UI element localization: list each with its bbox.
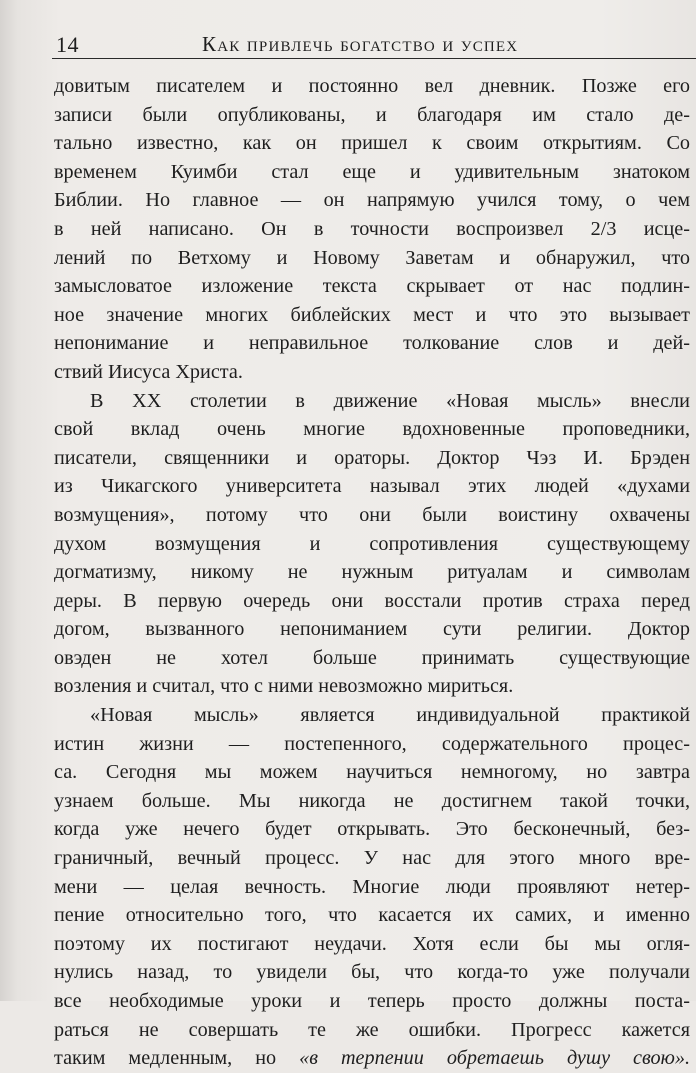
text-line: овэден не хотел больше принимать существующие — [54, 646, 690, 669]
text-line: лений по Ветхому и Новому Заветам и обнаружил, что — [54, 246, 690, 269]
text-line: Библии. Но главное — он напрямую учился тому, о чем — [54, 189, 690, 212]
text-line: непонимание и неправильное толкование слов и дей- — [54, 332, 690, 355]
text-segment: таким медленным, но — [54, 1047, 300, 1070]
text-line: когда уже нечего будет открывать. Это бесконечный, без- — [54, 818, 690, 841]
running-title: Как привлечь богатство и успех — [202, 32, 519, 56]
text-line: возления и считал, что с ними невозможно мириться. — [54, 675, 514, 698]
text-line: граничный, вечный процесс. У нас для этого много вре- — [54, 847, 690, 870]
text-line: тально известно, как он пришел к своим открытиям. Со — [54, 132, 690, 155]
page-number: 14 — [56, 32, 79, 57]
text-line: ное значение многих библейских мест и что это вызывает — [54, 303, 690, 326]
text-line-final — [54, 1044, 690, 1073]
text-line: записи были опубликованы, и благодаря им стало де- — [54, 103, 690, 126]
text-line: довитым писателем и постоянно вел дневник. Позже его — [54, 75, 690, 97]
text-line: догматизму, никому не нужным ритуалам и символам — [54, 561, 690, 584]
text-line: свой вклад очень многие вдохновенные проповедники, — [54, 418, 690, 441]
paragraph-2 — [54, 387, 690, 702]
text-line: поэтому их постигают неудачи. Хотя если бы мы огля- — [54, 932, 690, 955]
text-line: са. Сегодня мы можем научиться немногому, но завтра — [54, 761, 690, 784]
text-line: писатели, священники и ораторы. Доктор Чэз И. Брэден — [54, 446, 690, 469]
text-line: мени — целая вечность. Многие люди проявляют нетер- — [54, 875, 690, 898]
text-line: «Новая мысль» является индивидуальной практикой — [90, 704, 690, 727]
text-line: ствий Иисуса Христа. — [54, 360, 243, 383]
text-line: замысловатое изложение текста скрывает от нас подлин- — [54, 275, 690, 298]
text-line: нулись назад, то увидели бы, что когда-то уже получали — [54, 961, 690, 984]
body-text — [54, 72, 690, 1073]
text-line: временем Куимби стал еще и удивительным знатоком — [54, 160, 690, 183]
text-line: все необходимые уроки и теперь просто должны поста- — [54, 990, 690, 1012]
text-line: узнаем больше. Мы никогда не достигнем такой точки, — [54, 789, 690, 812]
text-line: из Чикагского университета называл этих людей «духами — [54, 475, 690, 498]
text-line: деры. В первую очередь они восстали против страха перед — [54, 589, 690, 612]
text-line: возмущения», потому что они были воистину охвачены — [54, 503, 690, 526]
text-line: духом возмущения и сопротивления существующему — [54, 532, 690, 555]
quote-text: «в терпении обретаешь душу свою». — [299, 1047, 690, 1070]
text-line: истин жизни — постепенного, содержательного процес- — [54, 732, 690, 755]
text-line: в ней написано. Он в точности воспроизвел 2/3 исце- — [54, 217, 690, 240]
paragraph-3 — [54, 701, 690, 1073]
text-line: В XX столетии в движение «Новая мысль» внесли — [90, 389, 690, 412]
page-header — [52, 30, 696, 59]
text-line: раться не совершать те же ошибки. Прогресс кажется — [54, 1018, 690, 1041]
text-line: пение относительно того, что касается их самих, и именно — [54, 904, 690, 927]
text-line: догом, вызванного непониманием сути религии. Доктор — [54, 618, 690, 641]
paragraph-1 — [54, 72, 690, 387]
